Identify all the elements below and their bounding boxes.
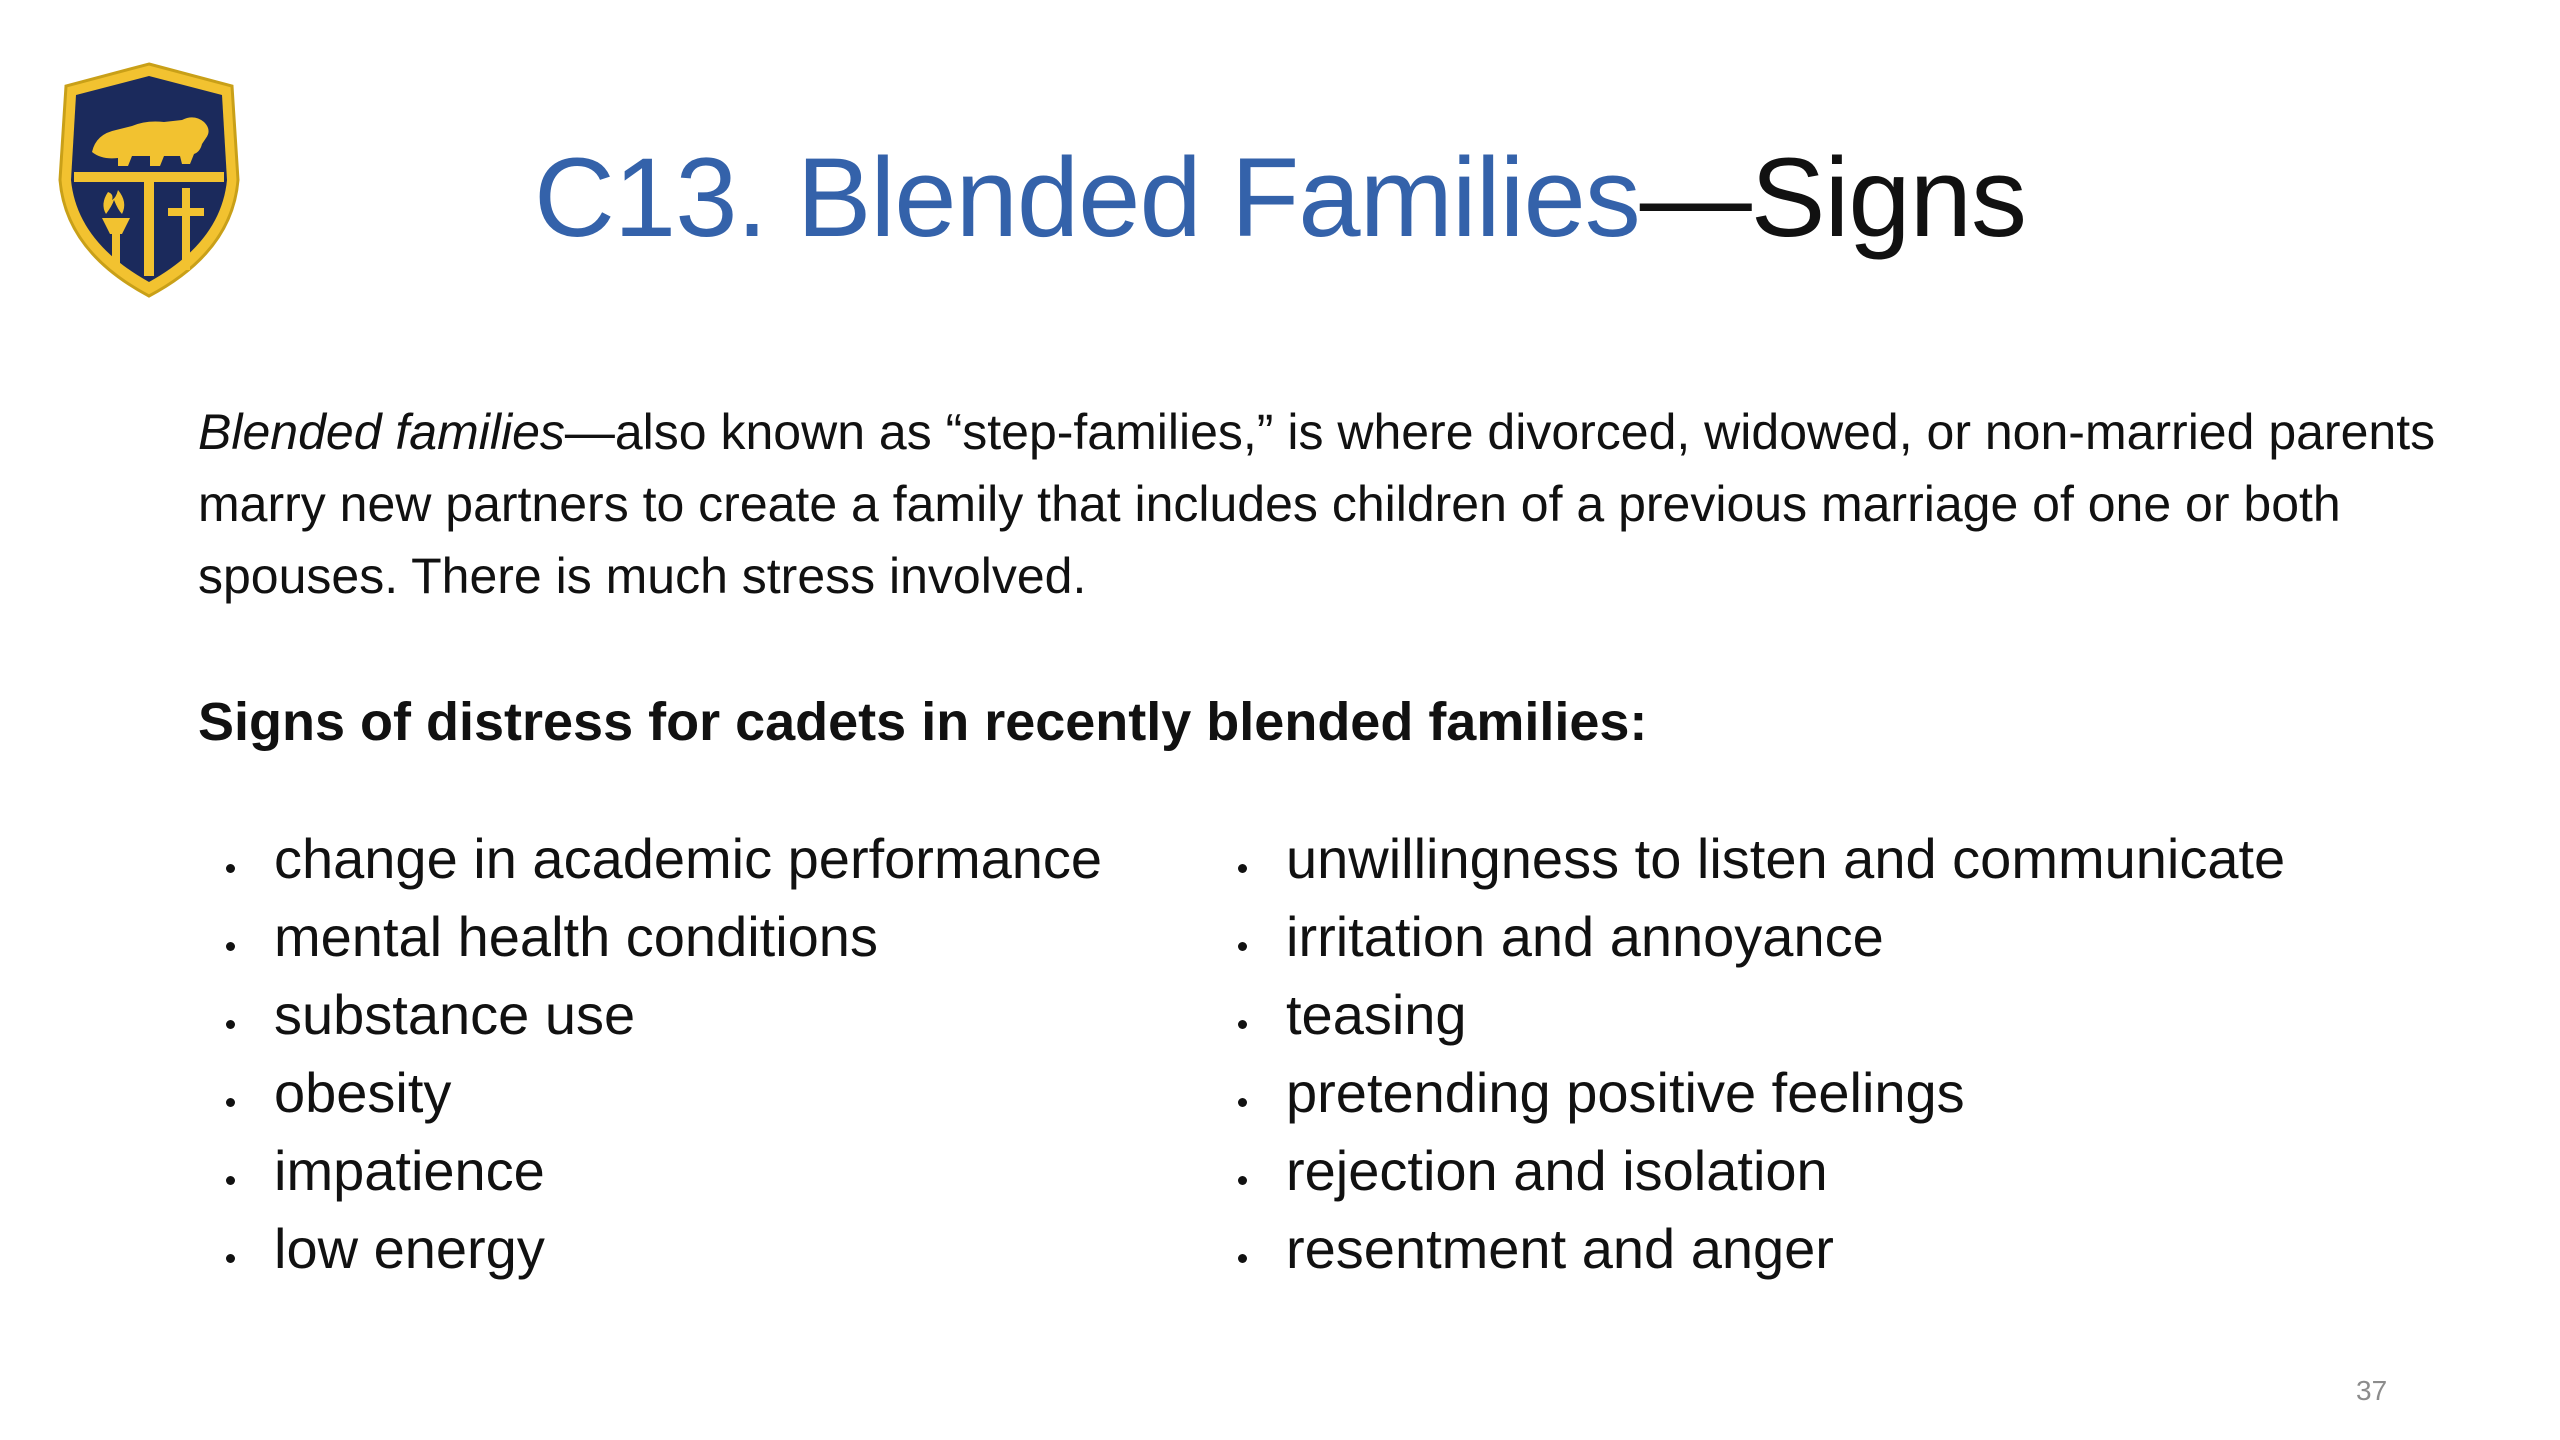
list-item — [222, 1054, 1102, 1132]
title-topic: C13. Blended Families — [534, 135, 1640, 260]
list-item — [1234, 898, 2285, 976]
bullet-icon — [226, 1176, 235, 1185]
list-item — [1234, 1132, 2285, 1210]
list-item — [1234, 820, 2285, 898]
bullet-icon — [1238, 1176, 1247, 1185]
list-item — [222, 1210, 1102, 1288]
signs-heading: Signs of distress for cadets in recently blended families: — [198, 692, 1648, 752]
list-item — [222, 1132, 1102, 1210]
list-item-text: teasing — [1286, 983, 1467, 1046]
bullet-icon — [226, 942, 235, 951]
signs-list-left — [222, 820, 1102, 1288]
bullet-icon — [226, 1254, 235, 1263]
list-item-text: rejection and isolation — [1286, 1139, 1828, 1202]
slide-title — [0, 128, 2560, 268]
list-item-text: resentment and anger — [1286, 1217, 1834, 1280]
list-item — [1234, 976, 2285, 1054]
list-item-text: unwillingness to listen and communicate — [1286, 827, 2286, 890]
bullet-icon — [226, 1020, 235, 1029]
bullet-icon — [1238, 864, 1247, 873]
list-item-text: mental health conditions — [274, 905, 878, 968]
list-item — [222, 898, 1102, 976]
list-item — [1234, 1054, 2285, 1132]
list-item-text: low energy — [274, 1217, 545, 1280]
definition-text: —also known as “step-families,” is where divorced, widowed, or non-married parents marry new partners to create a family that includes children of a previous marriage of one or both spouses. There is much stress involved. — [198, 404, 2436, 604]
list-item-text: pretending positive feelings — [1286, 1061, 1965, 1124]
list-item-text: obesity — [274, 1061, 452, 1124]
bullet-icon — [226, 1098, 235, 1107]
definition-term: Blended families — [198, 404, 565, 460]
list-item-text: change in academic performance — [274, 827, 1103, 890]
bullet-icon — [226, 864, 235, 873]
page-number: 37 — [2356, 1375, 2388, 1406]
title-suffix: —Signs — [1639, 135, 2026, 260]
bullet-icon — [1238, 1254, 1247, 1263]
definition-paragraph — [198, 396, 2438, 612]
bullet-icon — [1238, 942, 1247, 951]
list-item — [1234, 1210, 2285, 1288]
list-item-text: substance use — [274, 983, 636, 1046]
list-item-text: irritation and annoyance — [1286, 905, 1884, 968]
bullet-icon — [1238, 1020, 1247, 1029]
signs-list-right — [1234, 820, 2285, 1288]
list-item-text: impatience — [274, 1139, 545, 1202]
bullet-icon — [1238, 1098, 1247, 1107]
list-item — [222, 820, 1102, 898]
list-item — [222, 976, 1102, 1054]
